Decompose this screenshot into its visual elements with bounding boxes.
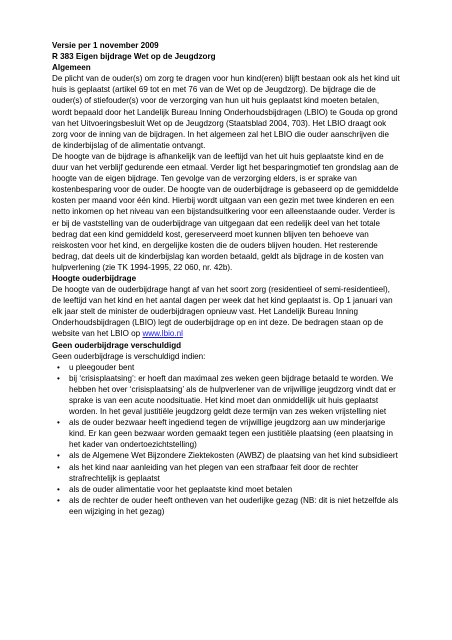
document-title: R 383 Eigen bijdrage Wet op de Jeugdzorg — [52, 52, 216, 62]
heading-algemeen: Algemeen — [52, 63, 91, 73]
paragraph-geen-intro: Geen ouderbijdrage is verschuldigd indien: — [52, 351, 206, 361]
list-item: • als de ouder alimentatie voor het geplaatste kind moet betalen — [52, 484, 400, 495]
list-item: • als de ouder bezwaar heeft ingediend tegen de vrijwillige jeugdzorg aan uw minderjarige kind. Er kan geen bezwaar worden gemaakt tegen een justitiële plaatsing (een plaatsing in het kader van ondertoezichtstelling) — [52, 417, 400, 450]
lbio-website-link[interactable]: www.lbio.nl — [142, 329, 183, 339]
list-item: • als het kind naar aanleiding van het plegen van een strafbaar feit door de rechter strafrechtelijk is geplaatst — [52, 462, 400, 484]
heading-geen-ouderbijdrage: Geen ouderbijdrage verschuldigd — [52, 340, 182, 350]
paragraph-algemeen-1: De plicht van de ouder(s) om zorg te dragen voor hun kind(eren) blijft bestaan ook als het kind uit huis is geplaatst (artikel 69 tot en met 76 van de Wet op de Jeugdzorg). De bijdrage die de ouder(s) of stiefouder(s) voor de verzorging van hun uit huis geplaatst kind moeten betalen, wordt bepaald door het Landelijk Bureau Inning Onderhoudsbijdragen (LBIO) te Gouda op grond van het Uitvoeringsbesluit Wet op de Jeugdzorg (Staatsblad 2004, 703). Het LBIO draagt ook zorg voor de inning van de bijdragen. In het algemeen zal het LBIO die ouder aanschrijven die de kinderbijslag of de alimentatie ontvangt. — [52, 74, 400, 150]
list-item: • u pleegouder bent — [52, 362, 400, 373]
paragraph-hoogte — [52, 284, 400, 339]
document-page — [52, 40, 400, 517]
list-item: • als de Algemene Wet Bijzondere Ziektekosten (AWBZ) de plaatsing van het kind subsidieert — [52, 450, 400, 461]
version-line: Versie per 1 november 2009 — [52, 41, 159, 50]
exemption-list — [52, 362, 400, 517]
paragraph-algemeen-2: De hoogte van de bijdrage is afhankelijk van de leeftijd van het uit huis geplaatste kind en de duur van het verblijf gedurende een etmaal. Verder ligt het besparingmotief ten grondslag aan de hoogte van de eigen bijdrage. Ten gevolge van de verzorging elders, is er sprake van kostenbesparing voor de ouder. De hoogte van de ouderbijdrage is gebaseerd op de gemiddelde kosten per maand voor één kind. Hierbij wordt uitgaan van een gezin met twee kinderen en een netto inkomen op het niveau van een bijstandsuitkering voor een alleenstaande ouder. Verder is er bij de vaststelling van de ouderbijdrage van uitgegaan dat een redelijk deel van het totale bedrag dat een kind gemiddeld kost, gereserveerd moet kunnen blijven ten behoeve van reiskosten voor het kind, en dergelijke kosten die de ouders blijven houden. Het resterende bedrag, dat deels uit de kinderbijslag kan worden betaald, geldt als bijdrage in de kosten van hulpverlening (zie TK 1994-1995, 22 060, nr. 42b). — [52, 151, 399, 272]
paragraph-hoogte-text: De hoogte van de ouderbijdrage hangt af van het soort zorg (residentieel of semi-residentieel), de leeftijd van het kind en het aantal dagen per week dat het kind geplaatst is. Op 1 januari van elk jaar stelt de minister de ouderbijdragen opnieuw vast. Het Landelijk Bureau Inning Onderhoudsbijdragen (LBIO) legt de ouderbijdrage op en int deze. De bedragen staan op de website van het LBIO op — [52, 285, 393, 339]
heading-hoogte-ouderbijdrage: Hoogte ouderbijdrage — [52, 273, 137, 283]
list-item: • bij ‘crisisplaatsing’: er hoeft dan maximaal zes weken geen bijdrage betaald te worden. We hebben het over ‘crisisplaatsing’ als de hulpverlener van de vrijwillige jeugdzorg vindt dat er sprake is van een acute noodsituatie. Het kind moet dan onmiddellijk uit huis geplaatst worden. In het geval justitiële jeugdzorg geldt deze termijn van zes weken vrijstelling niet — [52, 373, 400, 417]
list-item: • als de rechter de ouder heeft ontheven van het ouderlijke gezag (NB: dit is niet hetzelfde als een wijziging in het gezag) — [52, 495, 400, 517]
